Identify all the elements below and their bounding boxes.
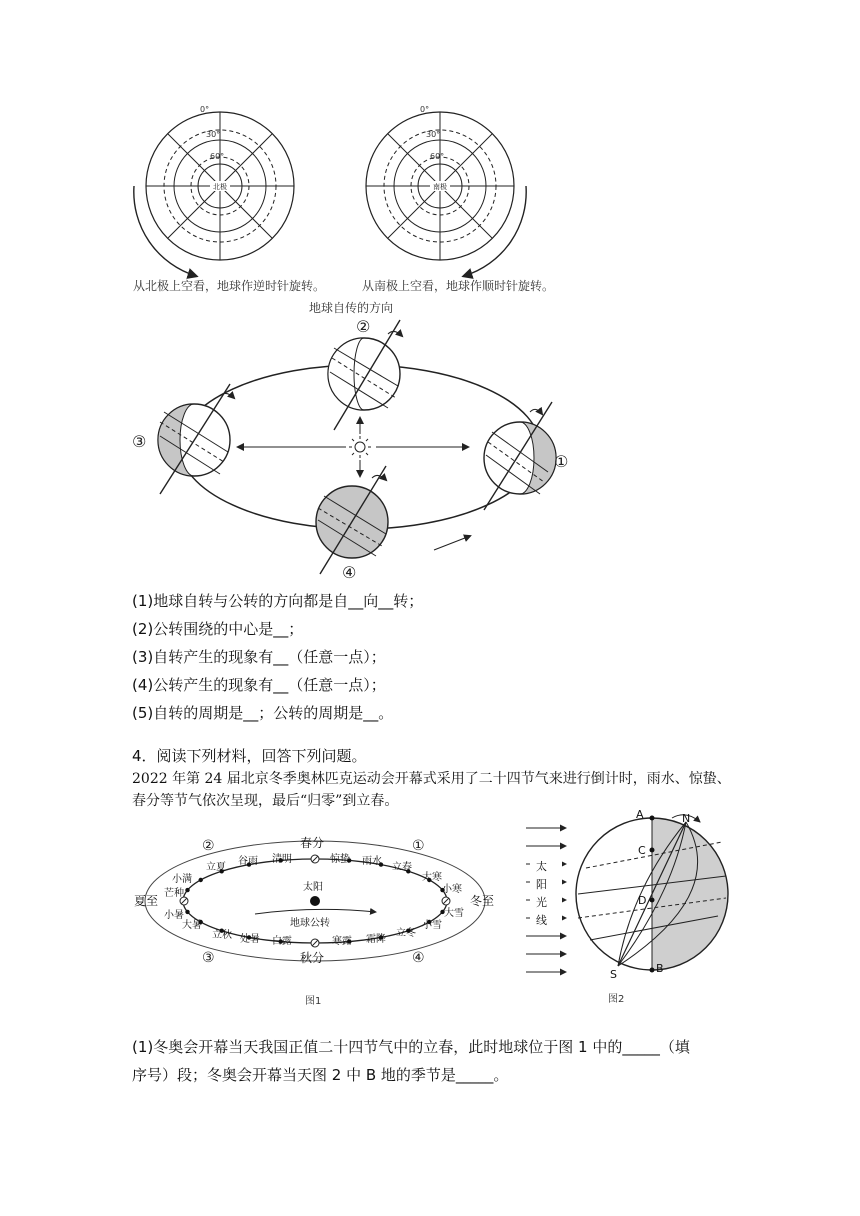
- point-N: N: [682, 812, 691, 825]
- term-hanlu: 寒露: [332, 936, 352, 947]
- motion-label: 地球公转: [290, 918, 330, 929]
- q3-sub5: (5)自转的周期是__；公转的周期是__。: [132, 704, 394, 722]
- quad-1: ①: [412, 838, 425, 854]
- quad-4: ④: [412, 950, 425, 966]
- q3-sub2: (2)公转围绕的中心是__；: [132, 620, 304, 638]
- sunlight-char-3: 光: [536, 896, 547, 909]
- sun-icon: [349, 436, 371, 458]
- sunlight-char-1: 太: [536, 860, 547, 873]
- q4-heading: 4．阅读下列材料，回答下列问题。: [132, 747, 367, 765]
- south-caption: 从南极上空看，地球作顺时针旋转。: [362, 279, 555, 293]
- earth-orbit-figure: [120, 310, 600, 588]
- quad-2: ②: [202, 838, 215, 854]
- term-xiaoman: 小满: [172, 874, 192, 885]
- term-dashu: 大暑: [182, 920, 202, 931]
- point-C: C: [638, 844, 646, 857]
- earth-position-4: [316, 466, 388, 574]
- term-dongzhi: 冬至: [470, 894, 495, 908]
- term-yushui: 雨水: [362, 856, 382, 867]
- earth-position-3: [158, 384, 234, 494]
- term-daxue: 大雪: [444, 908, 464, 919]
- term-xiaohan: 小寒: [442, 884, 462, 895]
- globe-sunlight-figure: [522, 808, 762, 1008]
- solar-terms-figure: [134, 832, 510, 1010]
- point-D: D: [638, 894, 647, 907]
- term-shuangjiang: 霜降: [366, 934, 386, 945]
- earth-position-1: [484, 402, 556, 510]
- sunlight-char-2: 阳: [536, 878, 547, 891]
- term-qingming: 清明: [272, 854, 292, 865]
- label-4: ④: [342, 563, 357, 582]
- q3-sub3: (3)自转产生的现象有__（任意一点）；: [132, 648, 386, 666]
- q3-sub4: (4)公转产生的现象有__（任意一点）；: [132, 676, 386, 694]
- fig2-caption: 图2: [608, 994, 625, 1005]
- point-S: S: [610, 968, 617, 981]
- q4-sub1-line1: (1)冬奥会开幕当天我国正值二十四节气中的立春，此时地球位于图 1 中的_____（填: [132, 1038, 690, 1056]
- orbit-motion-arrow: [255, 909, 376, 914]
- q4-material: 2022 年第 24 届北京冬季奥林匹克运动会开幕式采用了二十四节气来进行倒计时，雨水、惊蛰、春分等节气依次呈现，最后“归零”到立春。: [132, 771, 731, 809]
- term-guyu: 谷雨: [238, 856, 258, 867]
- south-deg-0: 0°: [420, 105, 430, 114]
- term-chushu: 处暑: [240, 934, 260, 945]
- figure-title: 地球自传的方向: [309, 301, 394, 315]
- revolution-arrow: [434, 536, 470, 550]
- term-xiaoshu: 小暑: [164, 910, 184, 921]
- term-lixia: 立夏: [206, 862, 226, 873]
- south-pole-label: 南极: [433, 183, 447, 191]
- term-lichun: 立春: [392, 862, 412, 873]
- north-pole-label: 北极: [213, 183, 227, 191]
- counterclockwise-arrow: [134, 186, 196, 276]
- term-qiufen: 秋分: [300, 951, 325, 965]
- term-chunfen: 春分: [300, 836, 325, 850]
- north-caption: 从北极上空看，地球作逆时针旋转。: [133, 279, 326, 293]
- north-deg-0: 0°: [200, 105, 210, 114]
- quad-3: ③: [202, 950, 215, 966]
- term-lidong: 立冬: [396, 928, 416, 939]
- south-deg-60: 60°: [430, 152, 445, 161]
- orbit-dot: [185, 888, 189, 892]
- sun-dot: [310, 896, 320, 906]
- term-liqiu: 立秋: [212, 930, 232, 941]
- label-3: ③: [132, 432, 147, 451]
- sunlight-char-4: 线: [536, 914, 547, 927]
- label-1: ①: [554, 452, 569, 471]
- point-B: B: [656, 962, 664, 975]
- q3-sub1: (1)地球自转与公转的方向都是自__向__转；: [132, 592, 424, 610]
- point-A: A: [636, 808, 644, 821]
- earth-position-2: [328, 320, 402, 430]
- north-deg-30: 30°: [206, 130, 221, 139]
- term-mangzhong: 芒种: [164, 888, 184, 899]
- term-dahan: 大寒: [422, 872, 442, 883]
- fig1-caption: 图1: [305, 996, 322, 1007]
- q4-sub1-line2: 序号）段；冬奥会开幕当天图 2 中 B 地的季节是_____。: [132, 1066, 509, 1084]
- north-deg-60: 60°: [210, 152, 225, 161]
- term-jingzhe: 惊蛰: [330, 854, 350, 865]
- term-xiaoxue: 小雪: [422, 920, 442, 931]
- term-bailu: 白露: [272, 936, 292, 947]
- sun-label: 太阳: [303, 882, 323, 893]
- south-deg-30: 30°: [426, 130, 441, 139]
- orbit-dot: [185, 910, 189, 914]
- term-xiazhi: 夏至: [134, 894, 159, 908]
- label-2: ②: [356, 317, 371, 336]
- orbit-dot: [199, 878, 203, 882]
- globe: [576, 816, 728, 973]
